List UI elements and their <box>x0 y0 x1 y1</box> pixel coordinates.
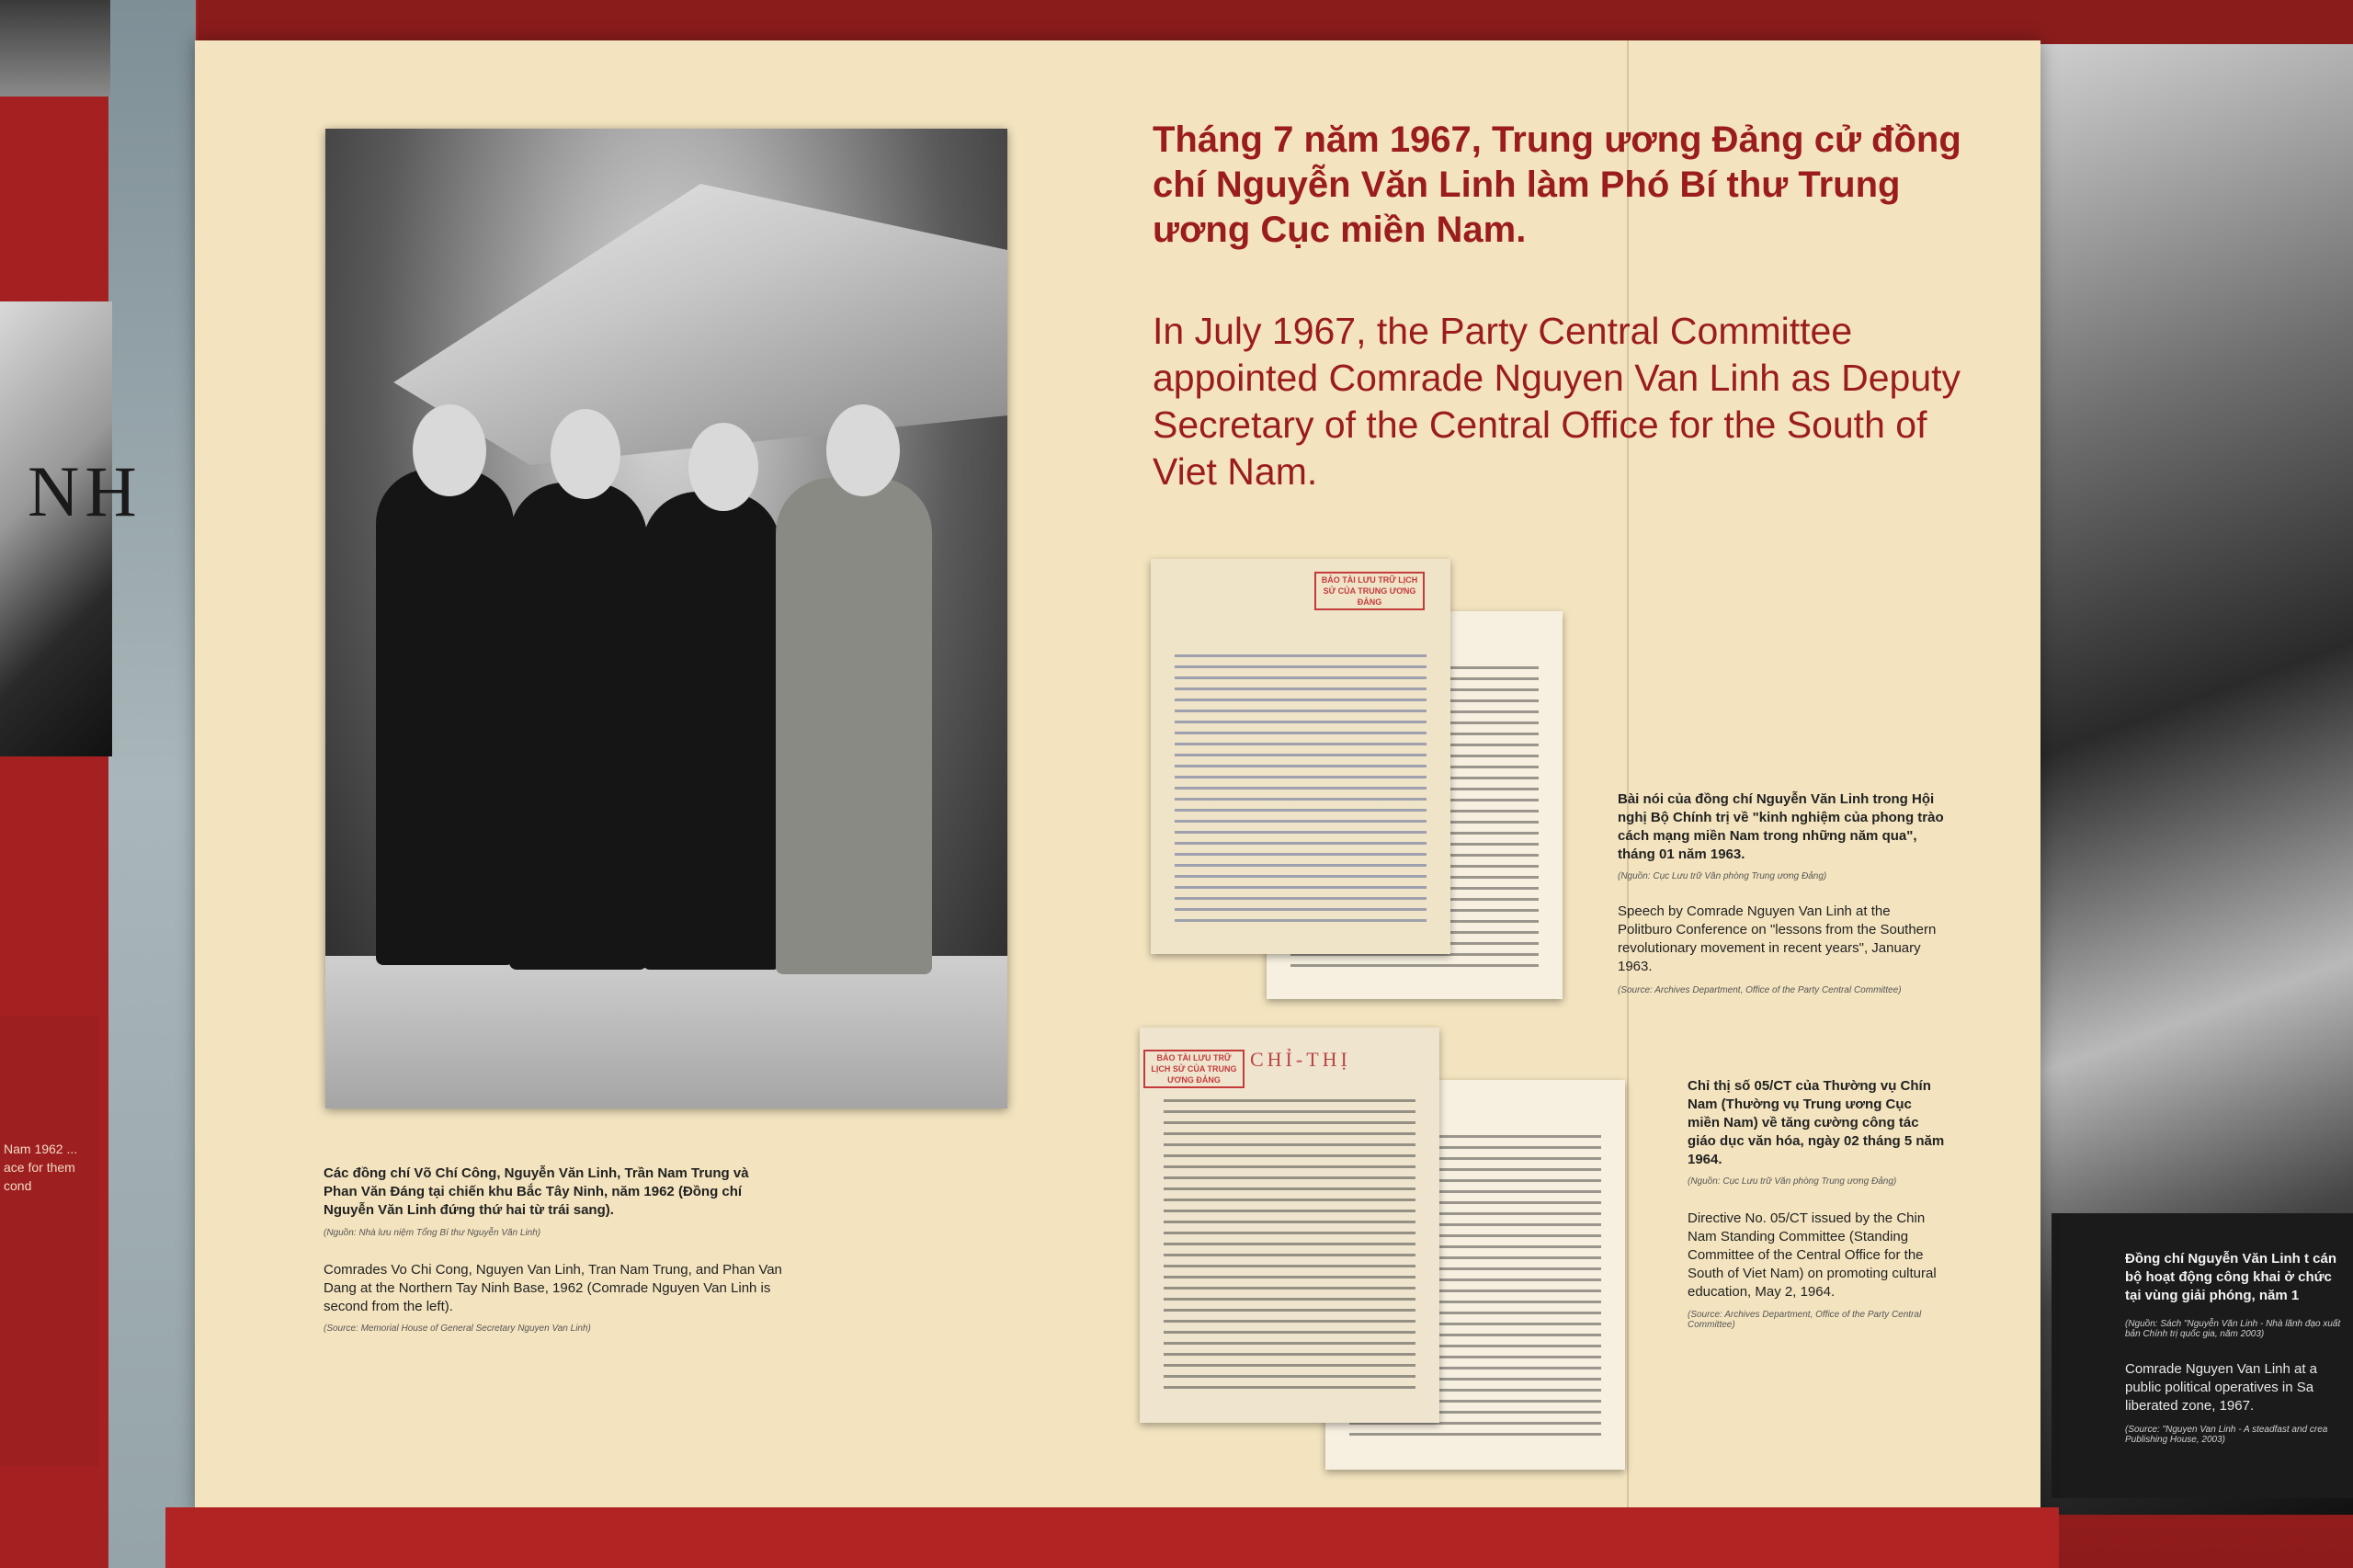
document-1-stamp: BẢO TÀI LƯU TRỮ LỊCH SỬ CỦA TRUNG ƯƠNG ĐẢNG <box>1314 572 1425 610</box>
right-caption-en: Comrade Nguyen Van Linh at a public political operatives in Sa liberated zone, 1967. <box>2125 1361 2318 1414</box>
headline-vietnamese: Tháng 7 năm 1967, Trung ương Đảng cử đồng chí Nguyễn Văn Linh làm Phó Bí thư Trung ương Cục miền Nam. <box>1153 119 1961 250</box>
photo-source-vn: (Nguồn: Nhà lưu niệm Tổng Bí thư Nguyễn Văn Linh) <box>324 1228 541 1238</box>
right-source-en: (Source: "Nguyen Van Linh - A steadfast and crea Publishing House, 2003) <box>2125 1425 2328 1445</box>
board-seam <box>1627 40 1629 1513</box>
right-source-vn: (Nguồn: Sách "Nguyễn Văn Linh - Nhà lãnh đạo xuất bản Chính trị quốc gia, năm 2003) <box>2125 1319 2341 1339</box>
document-1-source-en: (Source: Archives Department, Office of the Party Central Committee) <box>1618 985 1902 995</box>
person-3 <box>642 492 780 970</box>
right-caption-box <box>2052 1213 2353 1498</box>
person-2 <box>509 483 647 970</box>
document-2-page-1 <box>1140 1028 1439 1423</box>
document-1-source-vn: (Nguồn: Cục Lưu trữ Văn phòng Trung ương Đảng) <box>1618 871 1827 881</box>
ground <box>325 956 1007 1108</box>
headline-english: In July 1967, the Party Central Committee appointed Comrade Nguyen Van Linh as Deputy Secretary of the Central Office for the South of Viet Nam. <box>1153 310 1961 493</box>
photo-caption-en: Comrades Vo Chi Cong, Nguyen Van Linh, Tran Nam Trung, and Phan Van Dang at the Northern Tay Ninh Base, 1962 (Comrade Nguyen Van Linh is second from the left). <box>324 1262 782 1314</box>
person-4-head <box>826 404 900 496</box>
photo-source-en: (Source: Memorial House of General Secretary Nguyen Van Linh) <box>324 1324 591 1334</box>
document-2-caption-vn: Chỉ thị số 05/CT của Thường vụ Chín Nam (Thường vụ Trung ương Cục miền Nam) về tăng cường công tác giáo dục văn hóa, ngày 02 tháng 5 năm 1964. <box>1688 1078 1945 1167</box>
document-1-caption-vn: Bài nói của đồng chí Nguyễn Văn Linh trong Hội nghị Bộ Chính trị về "kinh nghiệm của phong trào cách mạng miền Nam trong những năm qua", tháng 01 năm 1963. <box>1618 791 1944 862</box>
historic-group-photo <box>325 129 1007 1108</box>
document-1-caption-en: Speech by Comrade Nguyen Van Linh at the Politburo Conference on "lessons from the Southern revolutionary movement in recent years", January 1963. <box>1618 903 1937 974</box>
document-2-source-vn: (Nguồn: Cục Lưu trữ Văn phòng Trung ương Đảng) <box>1688 1176 1897 1187</box>
person-4 <box>776 478 932 974</box>
left-caption-panel <box>0 1016 99 1466</box>
document-2-heading: CHỈ-THỊ <box>1250 1048 1351 1071</box>
person-3-head <box>688 423 758 511</box>
document-2-source-en: (Source: Archives Department, Office of the Party Central Committee) <box>1688 1310 1922 1330</box>
left-photo-letters: NH <box>28 451 142 531</box>
document-2-stamp: BẢO TÀI LƯU TRỮ LỊCH SỬ CỦA TRUNG ƯƠNG ĐẢNG <box>1143 1050 1245 1088</box>
document-1-page-1 <box>1151 559 1450 954</box>
document-2-caption-en: Directive No. 05/CT issued by the Chin Nam Standing Committee (Standing Committee of the Central Office for the South of Viet Nam) on promoting cultural education, May 2, 1964. <box>1688 1210 1937 1300</box>
photo-caption-vn: Các đồng chí Võ Chí Công, Nguyễn Văn Linh, Trần Nam Trung và Phan Văn Đáng tại chiến khu Bắc Tây Ninh, năm 1962 (Đồng chí Nguyễn Văn Linh đứng thứ hai từ trái sang). <box>324 1165 749 1218</box>
person-1 <box>376 469 514 965</box>
person-1-head <box>413 404 486 496</box>
left-caption-text: Nam 1962 ... ace for them cond <box>4 1142 78 1193</box>
person-2-head <box>551 409 620 499</box>
board-bottom-band <box>165 1507 2059 1568</box>
left-top-photo <box>0 0 110 97</box>
left-grey-panel <box>108 0 196 1568</box>
right-caption-vn: Đồng chí Nguyễn Văn Linh t cán bộ hoạt động công khai ở chức tại vùng giải phóng, năm 1 <box>2125 1251 2337 1303</box>
